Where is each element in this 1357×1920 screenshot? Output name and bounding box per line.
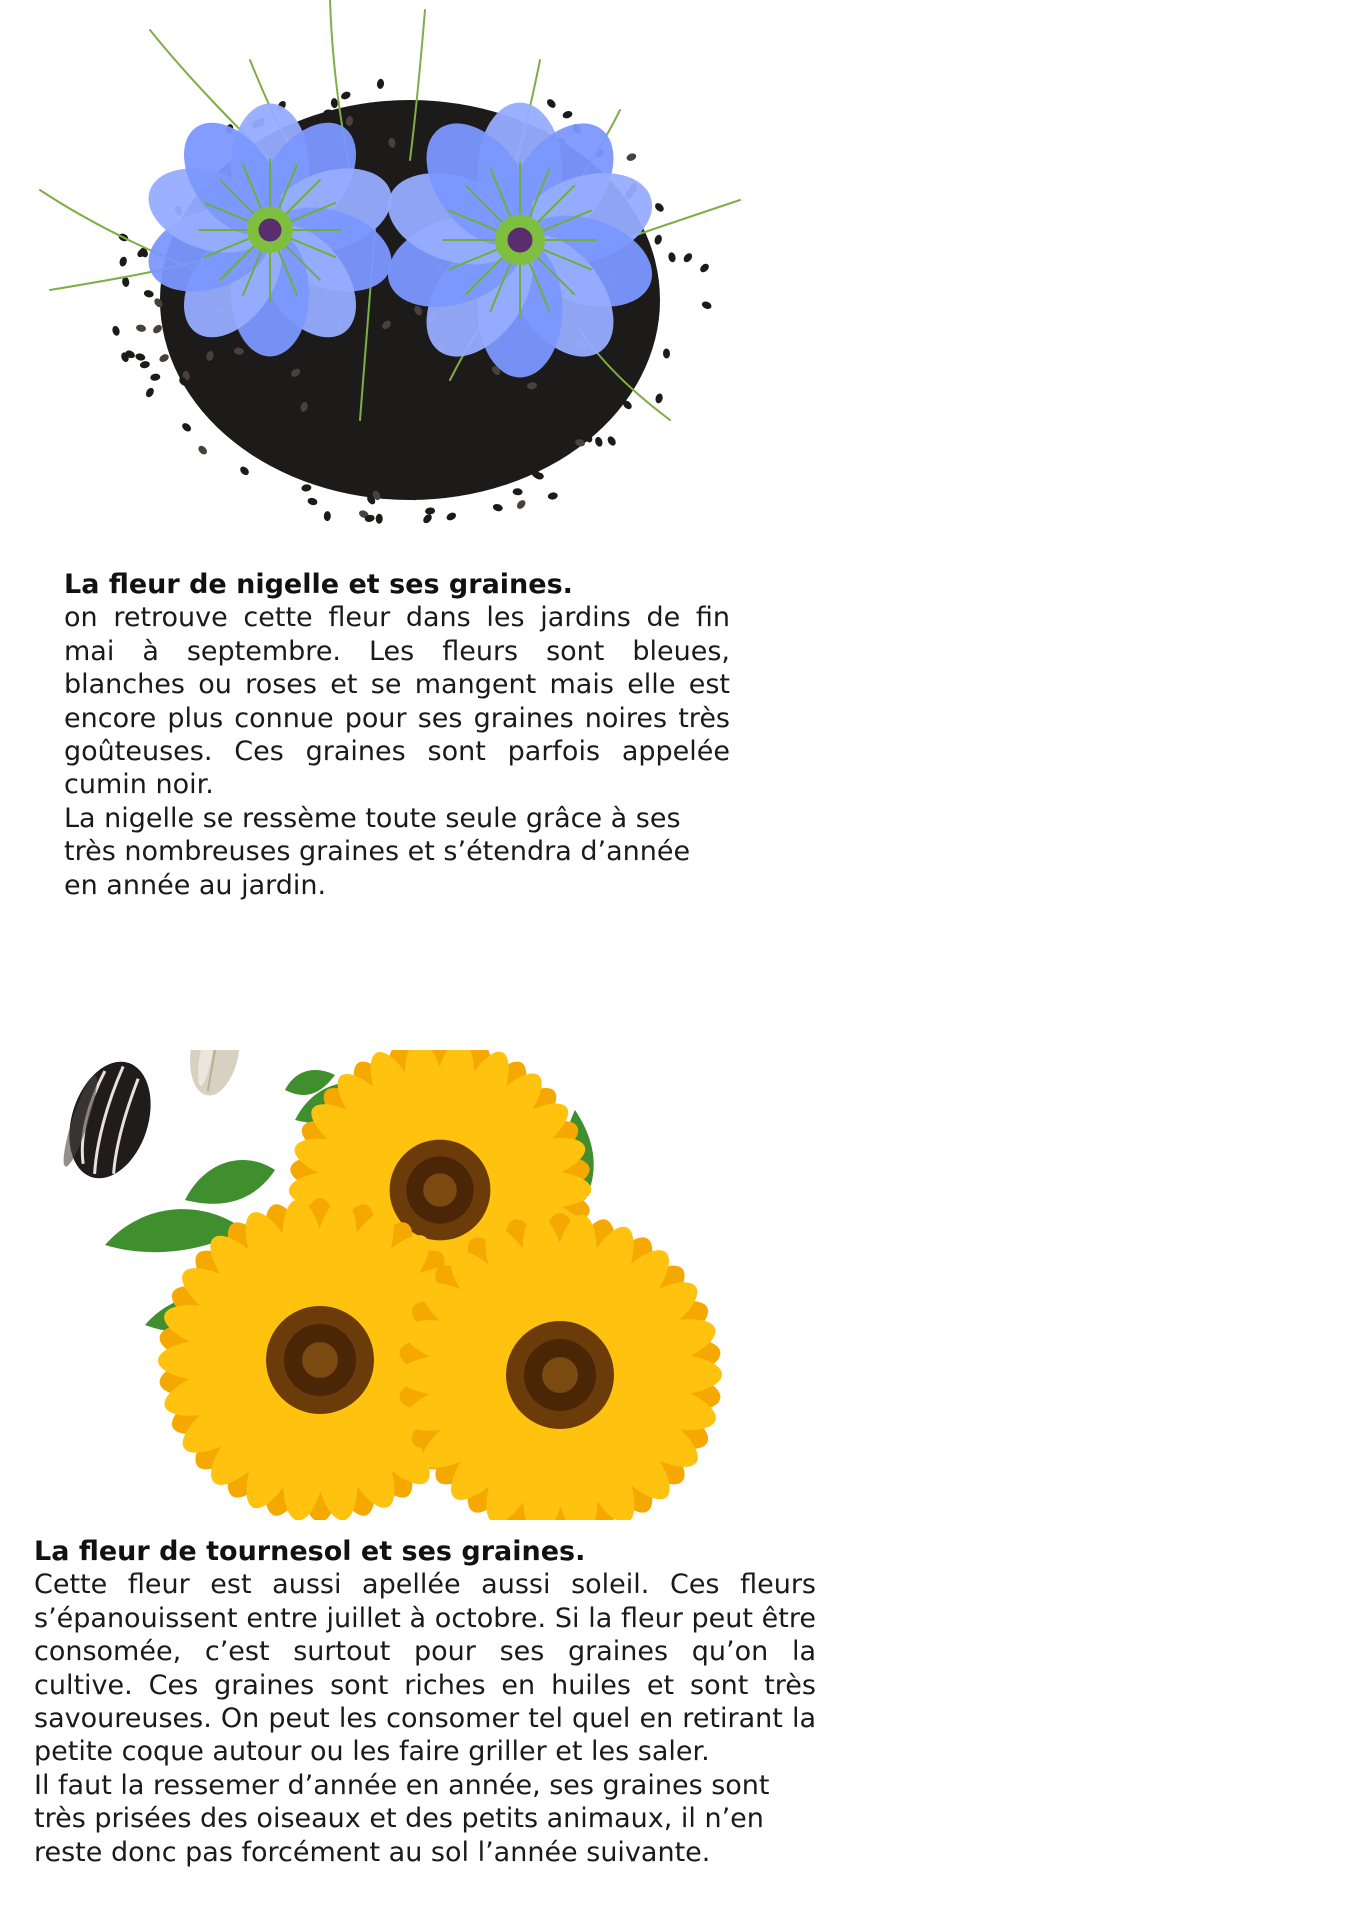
sunflower-seed-hulled xyxy=(183,1050,246,1099)
nigella-title: La fleur de nigelle et ses graines. xyxy=(64,569,573,600)
nigella-paragraph-1: on retrouve cette fleur dans les jardins de fin mai à septembre. Les fleurs sont bleues, blanches ou roses et se mangent mais elle est encore plus connue pour ses graines noires très goûteuses. Ces graines sont parfois appelée cumin noir. xyxy=(64,602,730,801)
sunflower-title: La fleur de tournesol et ses graines. xyxy=(34,1536,586,1567)
nigella-section xyxy=(64,568,730,902)
nigella-paragraph-2: La nigelle se ressème toute seule grâce à ses très nombreuses graines et s’étendra d’année en année au jardin. xyxy=(64,802,691,901)
sunflower-image xyxy=(55,1050,755,1520)
nigella-flower-image xyxy=(20,0,760,530)
sunflower-paragraph-2: Il faut la ressemer d’année en année, ses graines sont très prisées des oiseaux et des petits animaux, il n’en reste donc pas forcément au sol l’année suivante. xyxy=(34,1769,770,1868)
sunflower-seed-dark xyxy=(55,1051,164,1189)
sunflower-paragraph-1: Cette fleur est aussi apellée aussi soleil. Ces fleurs s’épanouissent entre juillet à octobre. Si la fleur peut être consomée, c’est surtout pour ses graines qu’on la cultive. Ces graines sont riches en huiles et sont très savoureuses. On peut les consomer tel quel en retirant la petite coque autour ou les faire griller et les saler. xyxy=(34,1569,816,1768)
sunflower-section xyxy=(34,1535,816,1869)
